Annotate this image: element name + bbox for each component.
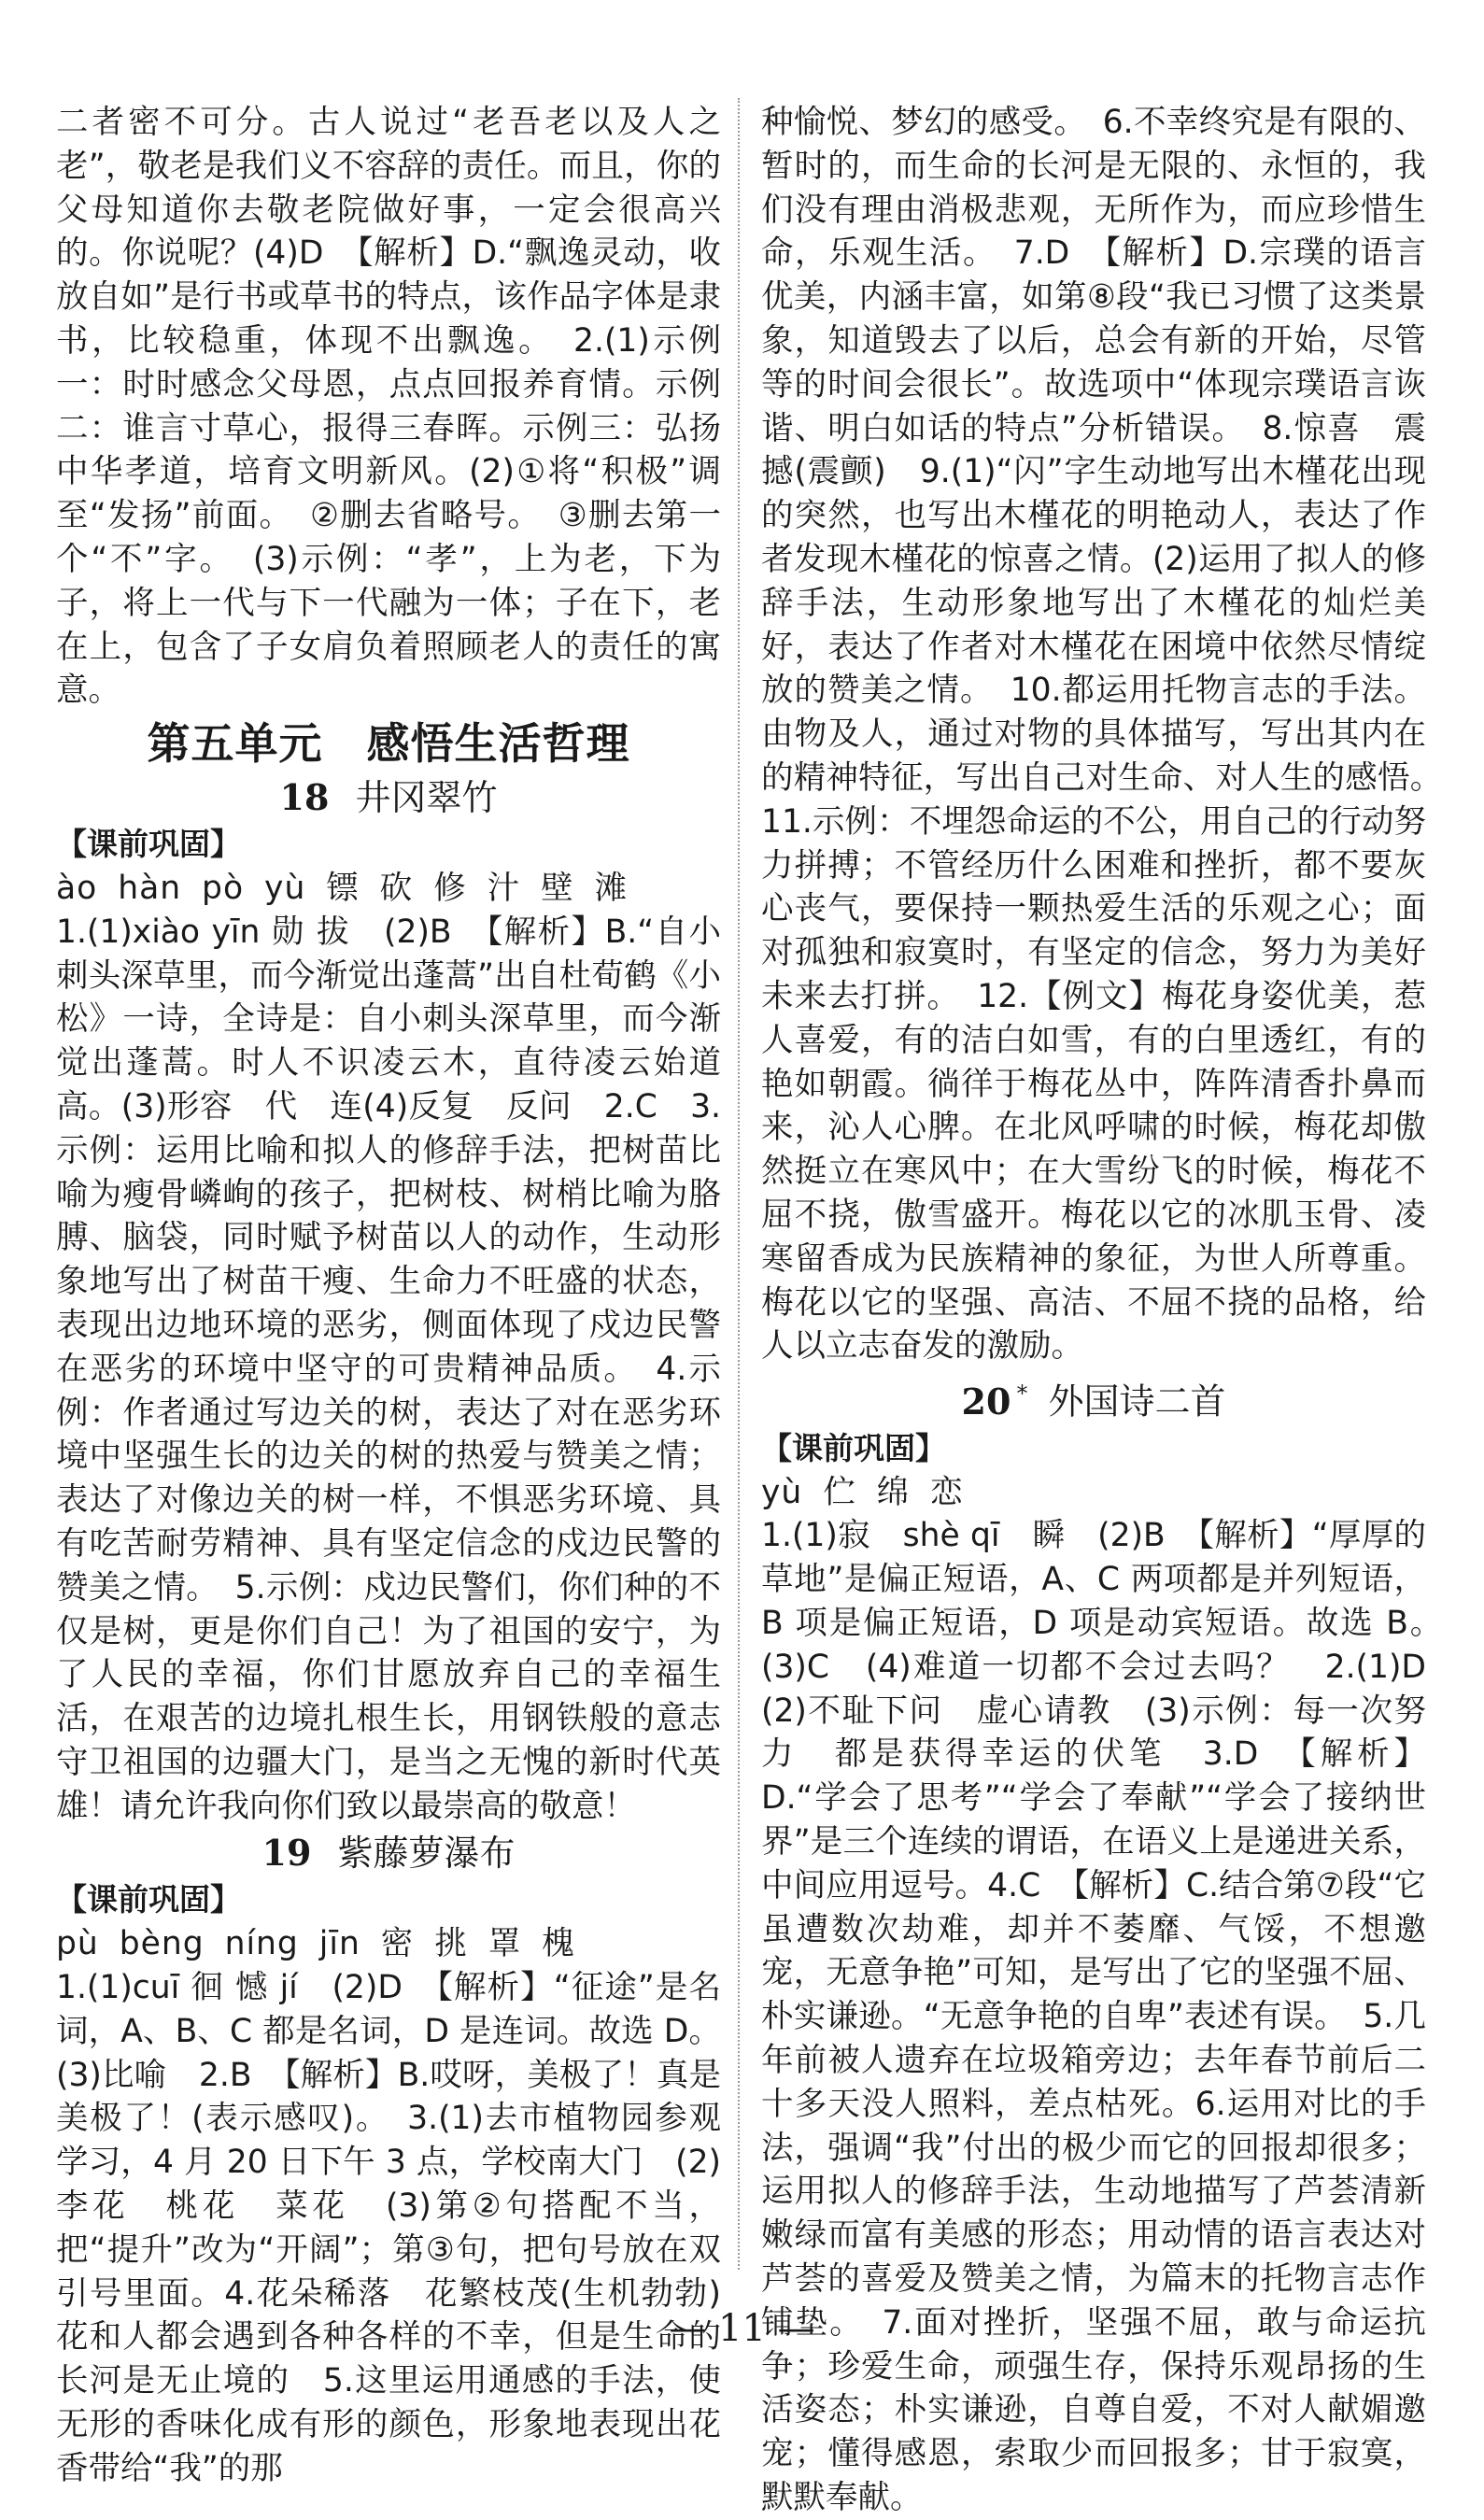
lesson-19-section-tag: 【课前巩固】 <box>56 1881 241 1918</box>
right-column <box>761 101 1459 2520</box>
lesson-20-pinyin-line: yù 伫 绵 恋 <box>761 1473 964 1511</box>
lesson-19-answers: 1.(1)cuī 徊 憾 jí (2)D 【解析】“征途”是名词，A、B、C 都是名词，D 是连词。故选 D。(3)比喻 2.B 【解析】B.哎呀，美极了！真是美极了！(表示感叹)。 3.(1)去市植物园参观学习，4 月 20 日下午 3 点，学校南大门 (2)李花 桃花 菜花 (3)第②句搭配不当，把“提升”改为“开阔”；第③句，把句号放在双引号里面。4.花朵稀落 花繁枝茂(生机勃勃) 花和人都会遇到各种各样的不幸，但是生命的长河是无止境的 5.这里运用通感的手法，使无形的香味化成有形的颜色，形象地表现出花香带给“我”的那 <box>56 1969 754 2487</box>
lesson-20-number: 20 <box>961 1380 1011 1423</box>
lesson-19-number: 19 <box>261 1832 312 1875</box>
intro-paragraph: 二者密不可分。古人说过“老吾老以及人之老”，敬老是我们义不容辞的责任。而且，你的父母知道你去敬老院做好事，一定会很高兴的。你说呢？(4)D 【解析】D.“飘逸灵动，收放自如”是行书或草书的特点，该作品字体是隶书，比较稳重，体现不出飘逸。 2.(1)示例一：时时感念父母恩，点点回报养育情。示例二：谁言寸草心，报得三春晖。示例三：弘扬中华孝道，培育文明新风。(2)①将“积极”调至“发扬”前面。 ②删去省略号。 ③删去第一个“不”字。 (3)示例：“孝”，上为老，下为子，将上一代与下一代融为一体；子在下，老在上，包含了子女肩负着照顾老人的责任的寓意。 <box>56 104 721 710</box>
lesson-18-heading <box>56 772 721 823</box>
lesson-20-answers: 1.(1)寂 shè qī 瞬 (2)B 【解析】“厚厚的草地”是偏正短语，A、C 两项都是并列短语，B 项是偏正短语，D 项是动宾短语。故选 B。 (3)C (4)难道一切都不会过去吗？ 2.(1)D (2)不耻下问 虚心请教 (3)示例：每一次努力 都是获得幸运的伏笔 3.D 【解析】D.“学会了思考”“学会了奉献”“学会了接纳世界”是三个连续的谓语，在语义上是递进关系，中间应用逗号。4.C 【解析】C.结合第⑦段“它虽遭数次劫难，却并不萎靡、气馁，不想邀宠，无意争艳”可知，是写出了它的坚强不屈、朴实谦逊。“无意争艳的自卑”表述有误。 5.几年前被人遗弃在垃圾箱旁边；去年春节前后二十多天没人照料，差点枯死。6.运用对比的手法，强调“我”付出的极少而它的回报却很多；运用拟人的修辞手法，生动地描写了芦荟清新嫩绿而富有美感的形态；用动情的语言表达对芦荟的喜爱及赞美之情，为篇末的托物言志作铺垫。 7.面对挫折，坚强不屈，敢与命运抗争；珍爱生命，顽强生存，保持乐观昂扬的生活姿态；朴实谦逊，自尊自爱，不对人献媚邀宠；懂得感恩，索取少而回报多；甘于寂寞，默默奉献。 <box>761 1517 1459 2516</box>
lesson-18-number: 18 <box>279 776 330 819</box>
page-number: — 11 — <box>669 2307 815 2350</box>
lesson-18-answers: 1.(1)xiào yīn 勋 拔 (2)B 【解析】B.“自小刺头深草里，而今渐觉出蓬蒿”出自杜荀鹤《小松》一诗，全诗是：自小刺头深草里，而今渐觉出蓬蒿。时人不识凌云木，直待凌云始道高。(3)形容 代 连(4)反复 反问 2.C 3.示例：运用比喻和拟人的修辞手法，把树苗比喻为瘦骨嶙峋的孩子，把树枝、树梢比喻为胳膊、脑袋，同时赋予树苗以人的动作，生动形象地写出了树苗干瘦、生命力不旺盛的状态，表现出边地环境的恶劣，侧面体现了戍边民警在恶劣的环境中坚守的可贵精神品质。 4.示例：作者通过写边关的树，表达了对在恶劣环境中坚强生长的边关的树的热爱与赞美之情；表达了对像边关的树一样，不惧恶劣环境、具有吃苦耐劳精神、具有坚定信念的戍边民警的赞美之情。 5.示例：戍边民警们，你们种的不仅是树，更是你们自己！为了祖国的安宁，为了人民的幸福，你们甘愿放弃自己的幸福生活，在艰苦的边境扎根生长，用钢铁般的意志守卫祖国的边疆大门，是当之无愧的新时代英雄！请允许我向你们致以最崇高的敬意！ <box>56 913 721 1825</box>
unit-title: 第五单元 感悟生活哲理 <box>147 718 630 770</box>
lesson-19-pinyin-line: pù bèng níng jīn 密 挑 罩 槐 <box>56 1925 575 1963</box>
lesson-20-marker: * <box>1016 1380 1028 1408</box>
lesson-19-heading <box>56 1828 721 1878</box>
column-divider <box>738 98 740 2270</box>
lesson-20-section-tag: 【课前巩固】 <box>761 1429 946 1466</box>
lesson-20-heading <box>761 1368 1426 1427</box>
lesson-20-title: 外国诗二首 <box>1048 1380 1226 1423</box>
lesson-19-title: 紫藤萝瀑布 <box>337 1833 516 1875</box>
left-column <box>56 101 754 2491</box>
lesson-18-title: 井冈翠竹 <box>355 777 498 819</box>
lesson-19-continuation: 种愉悦、梦幻的感受。 6.不幸终究是有限的、暂时的，而生命的长河是无限的、永恒的，我们没有理由消极悲观，无所作为，而应珍惜生命，乐观生活。 7.D 【解析】D.宗璞的语言优美，内涵丰富，如第⑧段“我已习惯了这类景象，知道毁去了以后，总会有新的开始，尽管等的时间会很长”。故选项中“体现宗璞语言诙谐、明白如话的特点”分析错误。 8.惊喜 震撼(震颤) 9.(1)“闪”字生动地写出木槿花出现的突然，也写出木槿花的明艳动人，表达了作者发现木槿花的惊喜之情。(2)运用了拟人的修辞手法，生动形象地写出了木槿花的灿烂美好，表达了作者对木槿花在困境中依然尽情绽放的赞美之情。 10.都运用托物言志的手法。由物及人，通过对物的具体描写，写出其内在的精神特征，写出自己对生命、对人生的感悟。 11.示例：不埋怨命运的不公，用自己的行动努力拼搏；不管经历什么困难和挫折，都不要灰心丧气，要保持一颗热爱生活的乐观之心；面对孤独和寂寞时，有坚定的信念，努力为美好未来去打拼。 12.【例文】梅花身姿优美，惹人喜爱，有的洁白如雪，有的白里透红，有的艳如朝霞。徜徉于梅花丛中，阵阵清香扑鼻而来，沁人心脾。在北风呼啸的时候，梅花却傲然挺立在寒风中；在大雪纷飞的时候，梅花不屈不挠，傲雪盛开。梅花以它的冰肌玉骨、凌寒留香成为民族精神的象征，为世人所尊重。梅花以它的坚强、高洁、不屈不挠的品格，给人以立志奋发的激励。 <box>761 104 1459 1366</box>
lesson-18-pinyin-line: ào hàn pò yù 镖 砍 修 汁 壁 滩 <box>56 869 629 907</box>
lesson-18-section-tag: 【课前巩固】 <box>56 826 241 863</box>
